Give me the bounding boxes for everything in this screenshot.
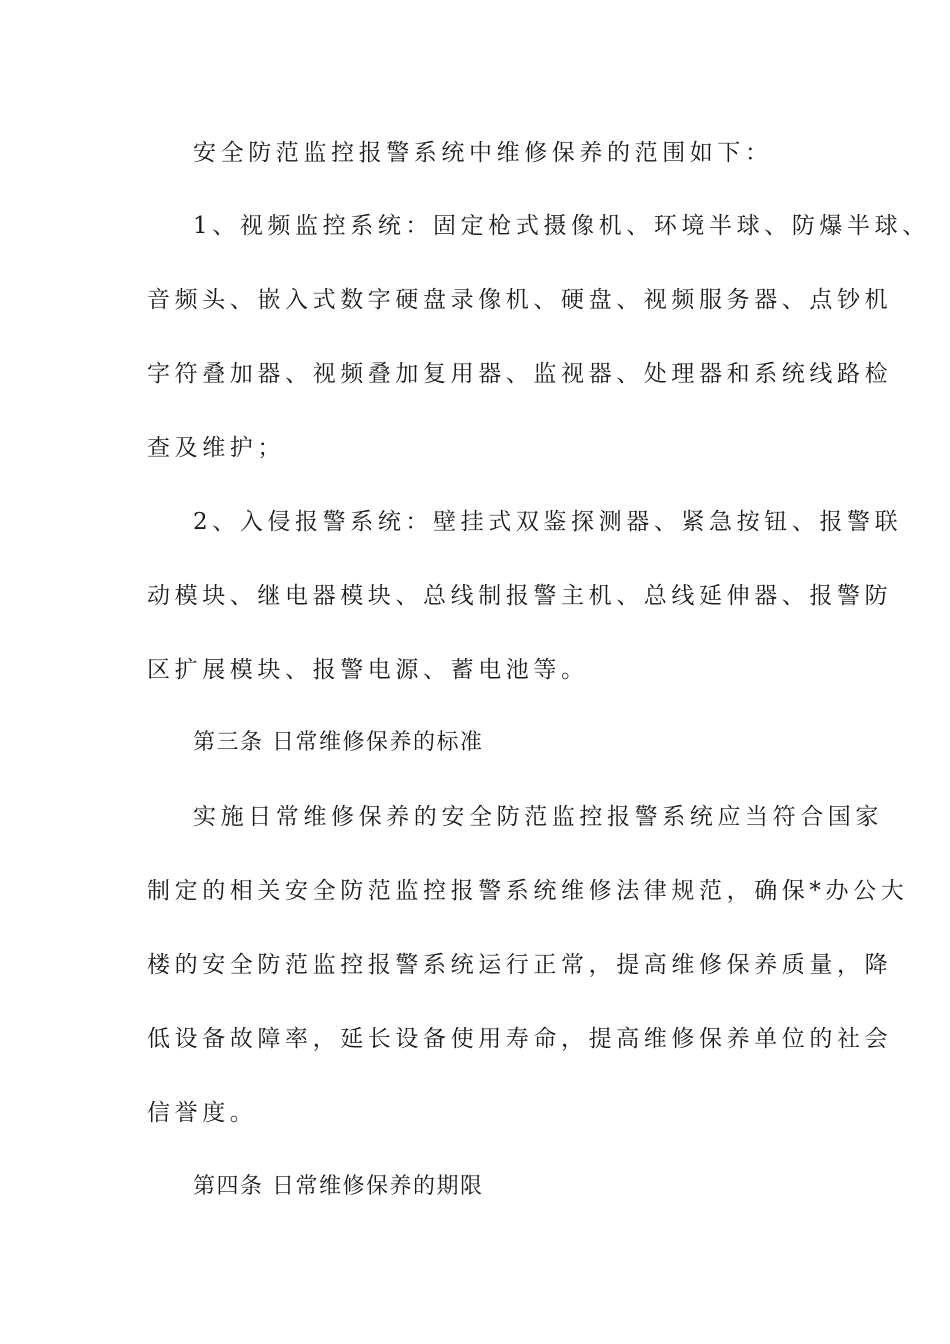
paragraph-item-2-line-3: 区扩展模块、报警电源、蓄电池等。 — [147, 657, 589, 683]
paragraph-item-2-line-1: 2、入侵报警系统：壁挂式双鉴探测器、紧急按钮、报警联 — [193, 509, 903, 535]
section-heading-article-4: 第四条 日常维修保养的期限 — [193, 1174, 484, 1199]
paragraph-item-1-line-4: 查及维护； — [147, 435, 285, 461]
paragraph-standard-line-4: 低设备故障率，延长设备使用寿命，提高维修保养单位的社会 — [147, 1026, 893, 1052]
paragraph-standard-line-5: 信誉度。 — [147, 1100, 258, 1126]
paragraph-standard-line-1: 实施日常维修保养的安全防范监控报警系统应当符合国家 — [193, 804, 883, 830]
paragraph-standard-line-2: 制定的相关安全防范监控报警系统维修法律规范，确保*办公大 — [147, 878, 909, 904]
section-heading-article-3: 第三条 日常维修保养的标准 — [193, 730, 484, 755]
paragraph-item-1-line-1: 1、视频监控系统：固定枪式摄像机、环境半球、防爆半球、 — [193, 213, 930, 239]
paragraph-item-1-line-2: 音频头、嵌入式数字硬盘录像机、硬盘、视频服务器、点钞机 — [147, 287, 893, 313]
paragraph-intro: 安全防范监控报警系统中维修保养的范围如下： — [193, 140, 773, 166]
paragraph-item-2-line-2: 动模块、继电器模块、总线制报警主机、总线延伸器、报警防 — [147, 583, 893, 609]
paragraph-standard-line-3: 楼的安全防范监控报警系统运行正常，提高维修保养质量，降 — [147, 952, 893, 978]
paragraph-item-1-line-3: 字符叠加器、视频叠加复用器、监视器、处理器和系统线路检 — [147, 361, 893, 387]
